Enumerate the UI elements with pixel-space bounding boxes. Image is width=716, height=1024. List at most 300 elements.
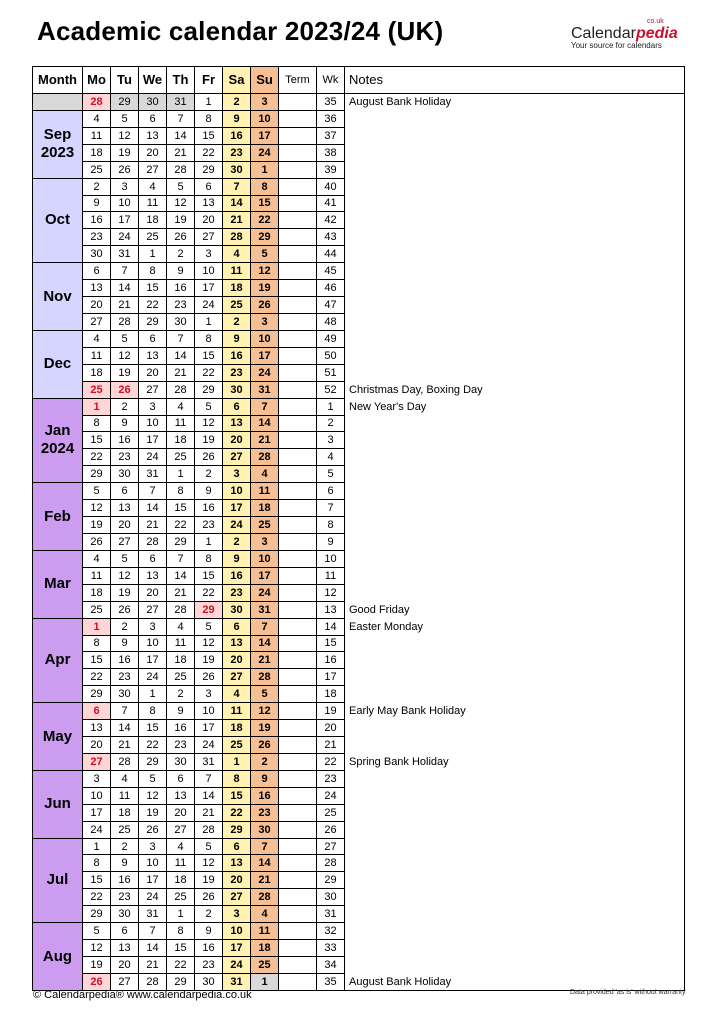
day-cell: 15 bbox=[167, 940, 195, 957]
term-cell bbox=[279, 398, 317, 415]
day-cell: 12 bbox=[195, 855, 223, 872]
week-row bbox=[33, 466, 685, 483]
day-cell: 26 bbox=[139, 821, 167, 838]
week-number: 10 bbox=[317, 550, 345, 567]
day-cell: 21 bbox=[195, 804, 223, 821]
week-number: 20 bbox=[317, 720, 345, 737]
day-cell: 9 bbox=[167, 263, 195, 280]
note-cell bbox=[345, 432, 685, 449]
week-number: 27 bbox=[317, 838, 345, 855]
day-cell: 19 bbox=[195, 432, 223, 449]
day-cell: 16 bbox=[223, 347, 251, 364]
week-row bbox=[33, 872, 685, 889]
header-notes: Notes bbox=[345, 67, 685, 94]
term-cell bbox=[279, 161, 317, 178]
day-cell: 2 bbox=[111, 838, 139, 855]
month-label: Sep 2023 bbox=[33, 110, 83, 178]
day-cell: 19 bbox=[195, 872, 223, 889]
day-cell: 1 bbox=[83, 838, 111, 855]
note-cell bbox=[345, 940, 685, 957]
logo-name-plain: Calendar bbox=[571, 25, 636, 42]
term-cell bbox=[279, 263, 317, 280]
day-cell: 6 bbox=[111, 483, 139, 500]
note-cell bbox=[345, 669, 685, 686]
note-cell bbox=[345, 720, 685, 737]
week-row bbox=[33, 246, 685, 263]
week-number: 15 bbox=[317, 635, 345, 652]
day-cell: 8 bbox=[195, 110, 223, 127]
day-cell: 5 bbox=[195, 838, 223, 855]
day-cell: 7 bbox=[167, 330, 195, 347]
day-cell: 14 bbox=[195, 787, 223, 804]
day-cell: 9 bbox=[223, 110, 251, 127]
week-row bbox=[33, 906, 685, 923]
day-cell: 27 bbox=[195, 229, 223, 246]
day-cell: 9 bbox=[167, 703, 195, 720]
week-number: 37 bbox=[317, 127, 345, 144]
week-row bbox=[33, 669, 685, 686]
week-number: 43 bbox=[317, 229, 345, 246]
day-cell: 27 bbox=[139, 381, 167, 398]
day-cell: 18 bbox=[167, 872, 195, 889]
day-cell: 12 bbox=[195, 415, 223, 432]
term-cell bbox=[279, 432, 317, 449]
note-cell bbox=[345, 347, 685, 364]
term-cell bbox=[279, 178, 317, 195]
day-cell: 2 bbox=[223, 533, 251, 550]
day-cell: 2 bbox=[223, 313, 251, 330]
day-cell: 8 bbox=[223, 770, 251, 787]
week-row bbox=[33, 415, 685, 432]
week-number: 36 bbox=[317, 110, 345, 127]
day-cell: 5 bbox=[111, 330, 139, 347]
day-cell: 15 bbox=[195, 127, 223, 144]
day-cell: 2 bbox=[167, 686, 195, 703]
day-cell: 21 bbox=[223, 212, 251, 229]
week-row bbox=[33, 957, 685, 974]
day-cell: 28 bbox=[167, 161, 195, 178]
term-cell bbox=[279, 889, 317, 906]
day-cell: 5 bbox=[139, 770, 167, 787]
term-cell bbox=[279, 652, 317, 669]
day-cell: 15 bbox=[223, 787, 251, 804]
week-row bbox=[33, 923, 685, 940]
month-label: Jul bbox=[33, 838, 83, 923]
day-cell: 26 bbox=[167, 229, 195, 246]
day-cell: 16 bbox=[223, 127, 251, 144]
week-number: 35 bbox=[317, 94, 345, 111]
day-cell: 26 bbox=[195, 449, 223, 466]
day-cell: 11 bbox=[167, 855, 195, 872]
week-number: 12 bbox=[317, 584, 345, 601]
day-cell: 31 bbox=[139, 466, 167, 483]
day-cell: 11 bbox=[167, 635, 195, 652]
day-cell: 26 bbox=[111, 601, 139, 618]
day-cell: 24 bbox=[251, 144, 279, 161]
day-cell: 25 bbox=[111, 821, 139, 838]
month-label: Apr bbox=[33, 618, 83, 703]
note-cell bbox=[345, 280, 685, 297]
page-title: Academic calendar 2023/24 (UK) bbox=[37, 16, 444, 46]
term-cell bbox=[279, 246, 317, 263]
day-cell: 7 bbox=[167, 550, 195, 567]
day-cell: 28 bbox=[167, 381, 195, 398]
day-cell: 17 bbox=[251, 347, 279, 364]
day-cell: 1 bbox=[167, 466, 195, 483]
term-cell bbox=[279, 466, 317, 483]
term-cell bbox=[279, 601, 317, 618]
day-cell: 23 bbox=[111, 669, 139, 686]
day-cell: 4 bbox=[167, 398, 195, 415]
day-cell: 13 bbox=[223, 415, 251, 432]
day-cell: 13 bbox=[223, 855, 251, 872]
day-cell: 2 bbox=[111, 618, 139, 635]
day-cell: 19 bbox=[251, 280, 279, 297]
day-cell: 2 bbox=[195, 466, 223, 483]
day-cell: 30 bbox=[223, 161, 251, 178]
note-cell: New Year's Day bbox=[345, 398, 685, 415]
term-cell bbox=[279, 973, 317, 990]
note-cell bbox=[345, 567, 685, 584]
week-row bbox=[33, 821, 685, 838]
note-cell bbox=[345, 686, 685, 703]
day-cell: 15 bbox=[195, 567, 223, 584]
week-number: 30 bbox=[317, 889, 345, 906]
day-cell: 10 bbox=[195, 703, 223, 720]
week-row bbox=[33, 838, 685, 855]
note-cell bbox=[345, 533, 685, 550]
day-cell: 6 bbox=[111, 923, 139, 940]
week-number: 34 bbox=[317, 957, 345, 974]
day-cell: 21 bbox=[251, 432, 279, 449]
day-cell: 9 bbox=[251, 770, 279, 787]
day-cell: 14 bbox=[251, 635, 279, 652]
day-cell: 28 bbox=[139, 533, 167, 550]
day-cell: 10 bbox=[111, 195, 139, 212]
week-number: 3 bbox=[317, 432, 345, 449]
note-cell bbox=[345, 804, 685, 821]
day-cell: 7 bbox=[195, 770, 223, 787]
day-cell: 23 bbox=[195, 517, 223, 534]
term-cell bbox=[279, 364, 317, 381]
day-cell: 21 bbox=[167, 584, 195, 601]
week-number: 1 bbox=[317, 398, 345, 415]
note-cell bbox=[345, 229, 685, 246]
note-cell bbox=[345, 330, 685, 347]
week-row bbox=[33, 635, 685, 652]
term-cell bbox=[279, 195, 317, 212]
day-cell: 31 bbox=[167, 94, 195, 111]
week-number: 33 bbox=[317, 940, 345, 957]
day-cell: 31 bbox=[251, 601, 279, 618]
day-cell: 23 bbox=[111, 449, 139, 466]
day-cell: 11 bbox=[111, 787, 139, 804]
day-cell: 3 bbox=[111, 178, 139, 195]
week-row bbox=[33, 263, 685, 280]
day-cell: 12 bbox=[83, 940, 111, 957]
day-cell: 15 bbox=[83, 872, 111, 889]
day-cell: 11 bbox=[223, 703, 251, 720]
day-cell: 12 bbox=[111, 567, 139, 584]
week-number: 40 bbox=[317, 178, 345, 195]
day-cell: 27 bbox=[83, 313, 111, 330]
day-cell: 10 bbox=[83, 787, 111, 804]
day-cell: 29 bbox=[195, 601, 223, 618]
day-cell: 16 bbox=[111, 432, 139, 449]
day-cell: 13 bbox=[195, 195, 223, 212]
term-cell bbox=[279, 770, 317, 787]
day-cell: 27 bbox=[139, 601, 167, 618]
term-cell bbox=[279, 838, 317, 855]
day-cell: 7 bbox=[111, 703, 139, 720]
day-cell: 25 bbox=[167, 669, 195, 686]
day-cell: 29 bbox=[195, 161, 223, 178]
day-cell: 22 bbox=[195, 144, 223, 161]
day-cell: 12 bbox=[111, 347, 139, 364]
header-sa: Sa bbox=[223, 67, 251, 94]
day-cell: 17 bbox=[251, 127, 279, 144]
day-cell: 13 bbox=[139, 567, 167, 584]
week-row bbox=[33, 753, 685, 770]
note-cell bbox=[345, 652, 685, 669]
term-cell bbox=[279, 703, 317, 720]
day-cell: 17 bbox=[195, 280, 223, 297]
day-cell: 9 bbox=[111, 635, 139, 652]
term-cell bbox=[279, 906, 317, 923]
day-cell: 5 bbox=[195, 398, 223, 415]
day-cell: 11 bbox=[83, 347, 111, 364]
note-cell bbox=[345, 246, 685, 263]
day-cell: 11 bbox=[83, 127, 111, 144]
day-cell: 5 bbox=[111, 550, 139, 567]
note-cell bbox=[345, 110, 685, 127]
day-cell: 30 bbox=[223, 381, 251, 398]
note-cell bbox=[345, 449, 685, 466]
header-wk: Wk bbox=[317, 67, 345, 94]
week-row bbox=[33, 398, 685, 415]
day-cell: 1 bbox=[195, 94, 223, 111]
day-cell: 28 bbox=[251, 449, 279, 466]
day-cell: 17 bbox=[139, 872, 167, 889]
day-cell: 24 bbox=[139, 449, 167, 466]
week-row bbox=[33, 703, 685, 720]
day-cell: 22 bbox=[167, 957, 195, 974]
week-number: 25 bbox=[317, 804, 345, 821]
day-cell: 17 bbox=[223, 940, 251, 957]
note-cell bbox=[345, 263, 685, 280]
day-cell: 8 bbox=[195, 330, 223, 347]
day-cell: 22 bbox=[167, 517, 195, 534]
day-cell: 14 bbox=[111, 720, 139, 737]
day-cell: 26 bbox=[251, 737, 279, 754]
day-cell: 14 bbox=[167, 127, 195, 144]
day-cell: 4 bbox=[251, 906, 279, 923]
day-cell: 7 bbox=[251, 618, 279, 635]
day-cell: 19 bbox=[195, 652, 223, 669]
day-cell: 26 bbox=[195, 669, 223, 686]
day-cell: 28 bbox=[167, 601, 195, 618]
logo-tagline: Your source for calendars bbox=[571, 41, 662, 50]
week-row bbox=[33, 110, 685, 127]
day-cell: 16 bbox=[167, 280, 195, 297]
note-cell bbox=[345, 313, 685, 330]
week-number: 38 bbox=[317, 144, 345, 161]
term-cell bbox=[279, 737, 317, 754]
day-cell: 7 bbox=[139, 923, 167, 940]
term-cell bbox=[279, 550, 317, 567]
day-cell: 3 bbox=[195, 246, 223, 263]
day-cell: 15 bbox=[195, 347, 223, 364]
week-number: 8 bbox=[317, 517, 345, 534]
term-cell bbox=[279, 212, 317, 229]
day-cell: 8 bbox=[139, 263, 167, 280]
day-cell: 20 bbox=[223, 652, 251, 669]
calendar-body bbox=[33, 94, 685, 991]
day-cell: 15 bbox=[139, 720, 167, 737]
note-cell bbox=[345, 144, 685, 161]
note-cell bbox=[345, 821, 685, 838]
day-cell: 4 bbox=[167, 618, 195, 635]
day-cell: 17 bbox=[139, 652, 167, 669]
week-row bbox=[33, 161, 685, 178]
day-cell: 8 bbox=[251, 178, 279, 195]
term-cell bbox=[279, 297, 317, 314]
day-cell: 6 bbox=[223, 838, 251, 855]
footer-copyright[interactable]: © Calendarpedia® www.calendarpedia.co.uk bbox=[33, 989, 252, 1001]
note-cell: Spring Bank Holiday bbox=[345, 753, 685, 770]
note-cell bbox=[345, 855, 685, 872]
day-cell: 18 bbox=[251, 500, 279, 517]
day-cell: 12 bbox=[139, 787, 167, 804]
week-number: 2 bbox=[317, 415, 345, 432]
day-cell: 5 bbox=[195, 618, 223, 635]
day-cell: 26 bbox=[195, 889, 223, 906]
week-number: 17 bbox=[317, 669, 345, 686]
day-cell: 16 bbox=[111, 872, 139, 889]
note-cell bbox=[345, 957, 685, 974]
day-cell: 31 bbox=[251, 381, 279, 398]
day-cell: 29 bbox=[223, 821, 251, 838]
day-cell: 25 bbox=[167, 889, 195, 906]
day-cell: 6 bbox=[139, 110, 167, 127]
day-cell: 30 bbox=[111, 686, 139, 703]
day-cell: 10 bbox=[139, 635, 167, 652]
day-cell: 20 bbox=[83, 737, 111, 754]
day-cell: 12 bbox=[83, 500, 111, 517]
week-row bbox=[33, 347, 685, 364]
term-cell bbox=[279, 330, 317, 347]
note-cell bbox=[345, 297, 685, 314]
week-number: 6 bbox=[317, 483, 345, 500]
day-cell: 14 bbox=[251, 855, 279, 872]
day-cell: 10 bbox=[195, 263, 223, 280]
footer-disclaimer: Data provided 'as is' without warranty bbox=[570, 989, 686, 996]
day-cell: 29 bbox=[139, 753, 167, 770]
day-cell: 23 bbox=[195, 957, 223, 974]
day-cell: 6 bbox=[195, 178, 223, 195]
day-cell: 19 bbox=[83, 957, 111, 974]
day-cell: 15 bbox=[251, 195, 279, 212]
note-cell bbox=[345, 737, 685, 754]
week-row bbox=[33, 229, 685, 246]
week-row bbox=[33, 584, 685, 601]
calendarpedia-logo[interactable] bbox=[571, 18, 691, 52]
day-cell: 25 bbox=[251, 517, 279, 534]
note-cell bbox=[345, 550, 685, 567]
day-cell: 8 bbox=[167, 923, 195, 940]
day-cell: 4 bbox=[83, 110, 111, 127]
day-cell: 21 bbox=[111, 737, 139, 754]
day-cell: 19 bbox=[111, 584, 139, 601]
term-cell bbox=[279, 144, 317, 161]
week-number: 19 bbox=[317, 703, 345, 720]
day-cell: 20 bbox=[139, 364, 167, 381]
day-cell: 5 bbox=[251, 246, 279, 263]
day-cell: 19 bbox=[167, 212, 195, 229]
day-cell: 24 bbox=[195, 297, 223, 314]
day-cell: 27 bbox=[167, 821, 195, 838]
logo-name-accent: pedia bbox=[635, 25, 678, 42]
day-cell: 25 bbox=[83, 381, 111, 398]
day-cell: 12 bbox=[167, 195, 195, 212]
week-number: 45 bbox=[317, 263, 345, 280]
day-cell: 25 bbox=[139, 229, 167, 246]
day-cell: 14 bbox=[111, 280, 139, 297]
day-cell: 11 bbox=[167, 415, 195, 432]
week-number: 41 bbox=[317, 195, 345, 212]
day-cell: 19 bbox=[251, 720, 279, 737]
week-row bbox=[33, 770, 685, 787]
day-cell: 14 bbox=[139, 940, 167, 957]
week-row bbox=[33, 195, 685, 212]
week-row bbox=[33, 381, 685, 398]
note-cell bbox=[345, 889, 685, 906]
day-cell: 13 bbox=[167, 787, 195, 804]
week-row bbox=[33, 550, 685, 567]
day-cell: 31 bbox=[139, 906, 167, 923]
day-cell: 21 bbox=[139, 517, 167, 534]
term-cell bbox=[279, 804, 317, 821]
week-row bbox=[33, 127, 685, 144]
week-number: 26 bbox=[317, 821, 345, 838]
day-cell: 8 bbox=[83, 855, 111, 872]
day-cell: 1 bbox=[251, 973, 279, 990]
day-cell: 14 bbox=[167, 567, 195, 584]
month-label: Nov bbox=[33, 263, 83, 331]
day-cell: 16 bbox=[223, 567, 251, 584]
day-cell: 10 bbox=[139, 855, 167, 872]
note-cell bbox=[345, 364, 685, 381]
day-cell: 29 bbox=[251, 229, 279, 246]
term-cell bbox=[279, 313, 317, 330]
day-cell: 16 bbox=[195, 500, 223, 517]
day-cell: 11 bbox=[251, 483, 279, 500]
term-cell bbox=[279, 449, 317, 466]
note-cell bbox=[345, 635, 685, 652]
week-row bbox=[33, 567, 685, 584]
week-row bbox=[33, 144, 685, 161]
month-label: Jan 2024 bbox=[33, 398, 83, 483]
day-cell: 30 bbox=[167, 313, 195, 330]
day-cell: 26 bbox=[111, 381, 139, 398]
day-cell: 2 bbox=[111, 398, 139, 415]
term-cell bbox=[279, 280, 317, 297]
week-row bbox=[33, 787, 685, 804]
day-cell: 18 bbox=[251, 940, 279, 957]
term-cell bbox=[279, 618, 317, 635]
day-cell: 5 bbox=[111, 110, 139, 127]
day-cell: 28 bbox=[139, 973, 167, 990]
